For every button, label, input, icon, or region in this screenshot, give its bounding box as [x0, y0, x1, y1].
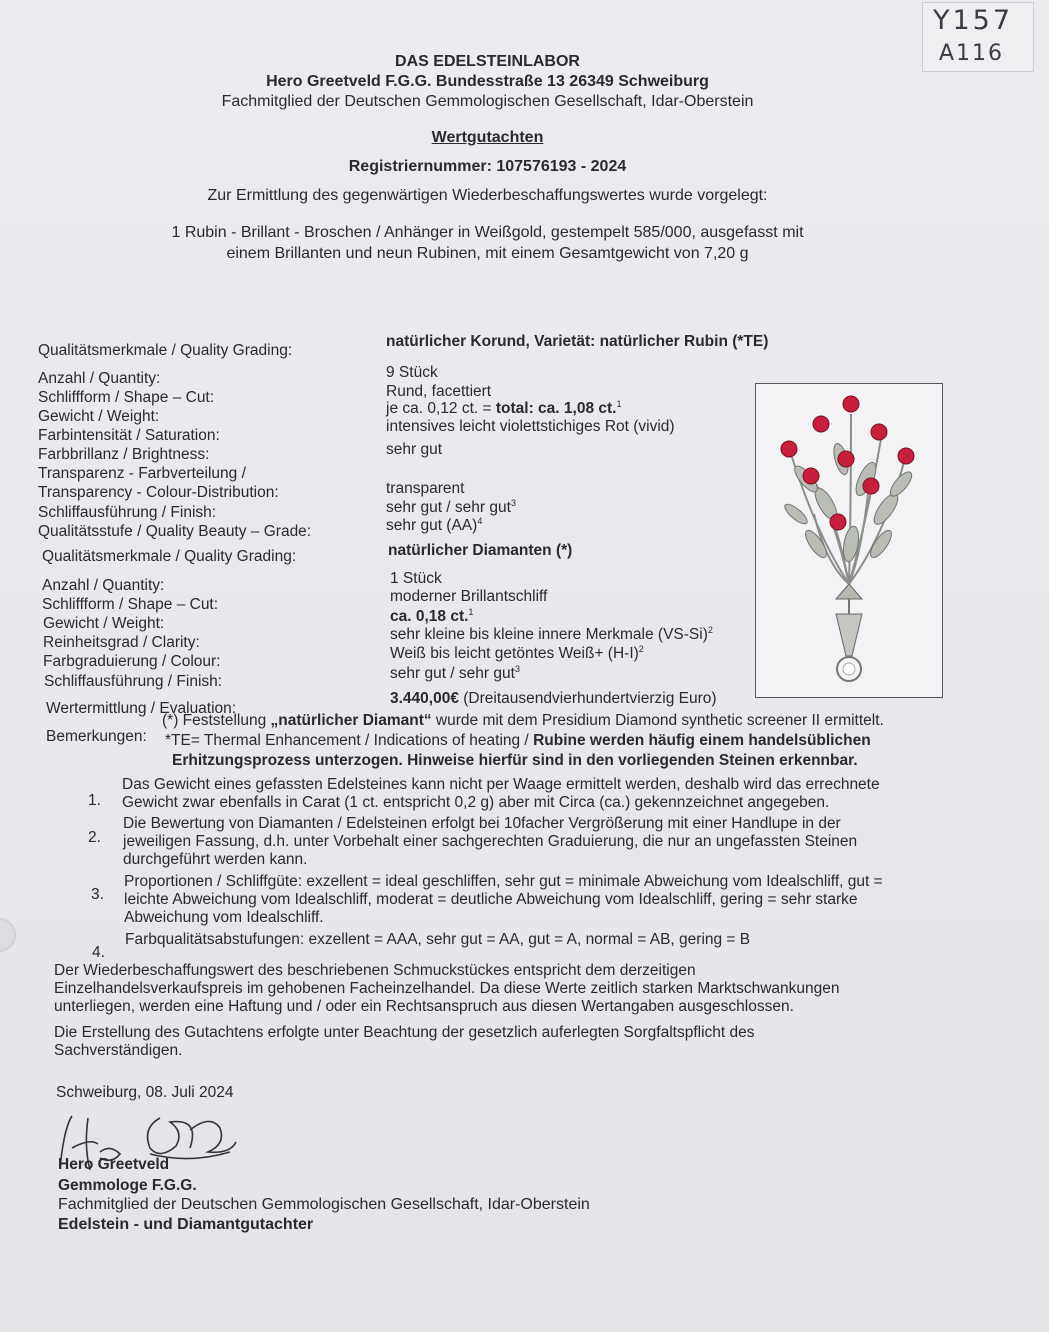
note-line: durchgeführt werden kann.	[123, 851, 308, 868]
note-line: Gewicht zwar ebenfalls in Carat (1 ct. entspricht 0,2 g) aber mit Circa (ca.) gekennzeichnet angegeben.	[122, 794, 830, 811]
note-number: 4.	[92, 944, 105, 961]
ruby-weight-total: total: ca. 1,08 ct.	[495, 400, 617, 418]
ruby-grade-text: sehr gut (AA)	[386, 517, 478, 535]
signer-role: Edelstein - und Diamantgutachter	[58, 1216, 314, 1233]
note-line: leichte Abweichung vom Idealschliff, moderat = deutliche Abweichung vom Idealschliff, gering = sehr starke	[124, 891, 858, 908]
ruby-weight-each: je ca. 0,12 ct. =	[386, 400, 496, 418]
remarks-label: Bemerkungen:	[46, 728, 147, 745]
diamond-row-label: Farbgraduierung / Colour:	[43, 653, 221, 670]
diamond-row-value: 1 Stück	[390, 570, 442, 587]
diamond-grading-label: Qualitätsmerkmale / Quality Grading:	[42, 548, 297, 565]
diamond-row-label: Gewicht / Weight:	[43, 615, 165, 632]
evaluation-words: (Dreitausendvierhundertvierzig Euro)	[458, 690, 717, 707]
ruby-row-label: Transparenz - Farbverteilung /	[38, 465, 246, 482]
signer-title: Gemmologe F.G.G.	[58, 1177, 197, 1194]
ruby-row-value	[386, 498, 516, 517]
item-line-1: 1 Rubin - Brillant - Broschen / Anhänger in Weißgold, gestempelt 585/000, ausgefasst mit	[171, 224, 804, 241]
remarks-line-1	[162, 712, 884, 730]
diamond-row-value	[390, 607, 473, 626]
brooch-photo	[755, 383, 943, 698]
intro-text: Zur Ermittlung des gegenwärtigen Wiederbeschaffungswertes wurde vorgelegt:	[207, 187, 768, 204]
closing-line: unterliegen, werden eine Haftung und / oder ein Rechtsanspruch aus diesen Wertangaben ausgeschlossen.	[54, 998, 794, 1015]
diamond-row-label: Reinheitsgrad / Clarity:	[43, 634, 200, 651]
signer-membership: Fachmitglied der Deutschen Gemmologischen Gesellschaft, Idar-Oberstein	[58, 1196, 590, 1213]
note-2	[123, 815, 857, 869]
remarks-text: (*) Feststellung	[162, 712, 271, 729]
ruby-row-label: Anzahl / Quantity:	[38, 370, 161, 387]
lab-owner: Hero Greetveld F.G.G. Bundesstraße 13 26349 Schweiburg	[266, 73, 709, 90]
note-number: 2.	[88, 829, 101, 846]
lab-membership: Fachmitglied der Deutschen Gemmologischen Gesellschaft, Idar-Oberstein	[221, 93, 754, 110]
ruby-row-value: transparent	[386, 480, 465, 497]
ruby-row-value: 9 Stück	[386, 364, 438, 381]
closing-paragraph-1	[54, 962, 839, 1016]
remarks-line-3: Erhitzungsprozess unterzogen. Hinweise hierfür sind in den vorliegenden Steinen erkennbar.	[172, 752, 858, 769]
footnote-ref: 1	[616, 399, 622, 409]
place-date: Schweiburg, 08. Juli 2024	[56, 1084, 234, 1101]
note-number: 3.	[91, 886, 104, 903]
note-4	[125, 931, 750, 949]
note-line: jeweiligen Fassung, d.h. unter Vorbehalt einer sachgerechten Graduierung, die nur an ungefassten Steinen	[123, 833, 858, 850]
ruby-row-label: Schliffausführung / Finish:	[38, 504, 217, 521]
brooch-photo-icon	[756, 384, 942, 697]
footnote-ref: 3	[514, 664, 520, 674]
ruby-row-label: Schliffform / Shape – Cut:	[38, 389, 215, 406]
registration-number: Registriernummer: 107576193 - 2024	[348, 158, 627, 175]
diamond-row-label: Schliffausführung / Finish:	[44, 673, 223, 690]
diamond-row-value: moderner Brillantschliff	[390, 588, 548, 605]
diamond-row-value	[390, 625, 713, 644]
ruby-grading-label: Qualitätsmerkmale / Quality Grading:	[38, 342, 293, 359]
footnote-ref: 3	[510, 498, 516, 508]
ruby-finish-text: sehr gut / sehr gut	[386, 499, 511, 517]
remarks-line-2	[165, 732, 871, 750]
ruby-row-label: Gewicht / Weight:	[38, 408, 160, 425]
item-line-2: einem Brillanten und neun Rubinen, mit einem Gesamtgewicht von 7,20 g	[226, 245, 749, 262]
punch-hole	[0, 918, 16, 952]
ruby-row-label: Qualitätsstufe / Quality Beauty – Grade:	[38, 523, 312, 540]
ruby-row-value: intensives leicht violettstichiges Rot (vivid)	[386, 418, 675, 435]
diamond-row-label: Schliffform / Shape – Cut:	[42, 596, 219, 613]
evaluation-amount: 3.440,00€	[390, 690, 459, 707]
diamond-finish-text: sehr gut / sehr gut	[390, 665, 515, 683]
page-title: Wertgutachten	[431, 129, 544, 146]
diamond-weight-text: ca. 0,18 ct.	[390, 608, 469, 626]
footnote-ref: 4	[477, 516, 483, 526]
ruby-row-value: sehr gut	[386, 441, 443, 458]
diamond-clarity-text: sehr kleine bis kleine innere Merkmale (VS-Si)	[390, 626, 708, 644]
diamond-colour-text: Weiß bis leicht getöntes Weiß+ (H-I)	[390, 645, 639, 663]
note-line: Farbqualitätsabstufungen: exzellent = AAA, sehr gut = AA, gut = A, normal = AB, gering = B	[125, 931, 751, 948]
evaluation-value	[390, 690, 717, 708]
note-line: Proportionen / Schliffgüte: exzellent = ideal geschliffen, sehr gut = minimale Abweichung vom Idealschliff, gut =	[124, 873, 883, 890]
diamond-row-label: Anzahl / Quantity:	[42, 577, 165, 594]
ruby-weight-value	[386, 399, 621, 418]
ruby-grading-value: natürlicher Korund, Varietät: natürlicher Rubin (*TE)	[386, 333, 769, 350]
remarks-text: wurde mit dem Presidium Diamond synthetic screener II ermittelt.	[431, 712, 884, 729]
note-line: Das Gewicht eines gefassten Edelsteines kann nicht per Waage ermittelt werden, deshalb wird das errechnete	[122, 776, 880, 793]
lab-name: DAS EDELSTEINLABOR	[395, 53, 580, 70]
footnote-ref: 2	[707, 625, 713, 635]
diamond-grading-value: natürlicher Diamanten (*)	[388, 542, 573, 559]
footnote-ref: 2	[638, 644, 644, 654]
handnote-line1: Y157	[933, 5, 1014, 36]
closing-line: Die Erstellung des Gutachtens erfolgte unter Beachtung der gesetzlich auferlegten Sorgfaltspflicht des	[54, 1024, 755, 1041]
ruby-row-label: Farbbrillanz / Brightness:	[38, 446, 210, 463]
closing-line: Der Wiederbeschaffungswert des beschriebenen Schmuckstückes entspricht dem derzeitigen	[54, 962, 696, 979]
evaluation-label: Wertermittlung / Evaluation:	[46, 700, 237, 717]
closing-paragraph-2	[54, 1024, 755, 1060]
note-3	[124, 873, 883, 927]
note-number: 1.	[88, 792, 101, 809]
signer-name: Hero Greetveld	[58, 1156, 170, 1173]
remarks-bold: „natürlicher Diamant“	[270, 712, 432, 729]
ruby-row-label: Farbintensität / Saturation:	[38, 427, 220, 444]
note-line: Die Bewertung von Diamanten / Edelsteinen erfolgt bei 10facher Vergrößerung mit einer Handlupe in der	[123, 815, 841, 832]
closing-line: Einzelhandelsverkaufspreis im gehobenen Facheinzelhandel. Da diese Werte zeitlich starken Marktschwankungen	[54, 980, 840, 997]
footnote-ref: 1	[468, 607, 474, 617]
handnote-line2: A116	[939, 41, 1005, 66]
diamond-row-value	[390, 644, 644, 663]
ruby-row-value	[386, 516, 482, 535]
ruby-row-label: Transparency - Colour-Distribution:	[38, 484, 279, 501]
note-line: Abweichung vom Idealschliff.	[124, 909, 324, 926]
remarks-text: *TE= Thermal Enhancement / Indications of heating /	[165, 732, 534, 749]
note-1	[122, 776, 880, 812]
closing-line: Sachverständigen.	[54, 1042, 183, 1059]
ruby-row-value: Rund, facettiert	[386, 383, 492, 400]
diamond-row-value	[390, 664, 520, 683]
remarks-bold: Rubine werden häufig einem handelsüblichen	[533, 732, 871, 749]
